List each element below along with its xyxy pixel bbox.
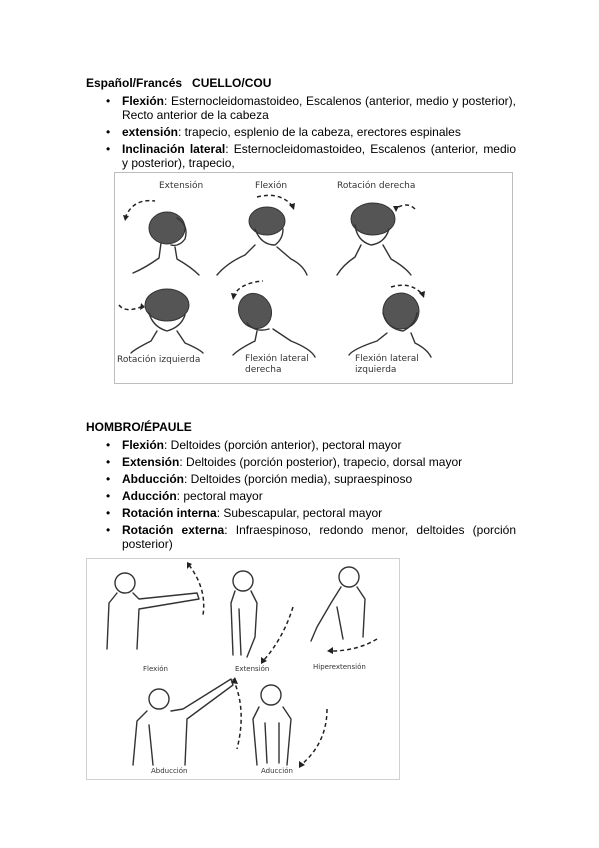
muscle-text: : Esternocleidomastoideo, Escalenos (anterior, medio y posterior), Recto anterior de la cabeza	[122, 94, 516, 122]
neck-illustration	[115, 173, 512, 383]
list-item	[86, 506, 516, 520]
label-lateral-right-2: derecha	[245, 365, 282, 375]
shoulder-abduction-figure	[133, 677, 241, 765]
neck-movements-figure	[114, 172, 513, 384]
list-item	[86, 438, 516, 452]
movement-term: Aducción	[122, 489, 177, 503]
curved-arrow-icon	[119, 305, 141, 310]
shoulder-hyperextension-figure	[311, 567, 377, 654]
shoulder-movements-figure	[86, 558, 400, 780]
label-flexion: Flexión	[255, 181, 288, 191]
label-shoulder-abduction: Abducción	[151, 767, 188, 775]
curved-arrow-icon	[263, 607, 293, 661]
curved-arrow-icon	[257, 195, 293, 207]
label-lateral-left-1: Flexión lateral	[355, 354, 419, 364]
list-item	[86, 125, 516, 139]
shoulder-heading: HOMBRO/ÉPAULE	[86, 420, 192, 434]
neck-heading: Español/Francés CUELLO/COU	[86, 76, 272, 90]
shoulder-extension-figure	[231, 571, 293, 664]
curved-arrow-icon	[125, 201, 155, 218]
label-shoulder-flexion: Flexión	[143, 665, 168, 673]
list-item	[86, 142, 516, 170]
neck-extension-figure	[123, 201, 199, 275]
label-rotation-left: Rotación izquierda	[117, 355, 201, 365]
curved-arrow-icon	[301, 709, 327, 765]
shoulder-adduction-figure	[253, 685, 327, 768]
neck-rotation-left-figure	[119, 289, 203, 353]
movement-term: Rotación interna	[122, 506, 217, 520]
neck-lateral-flexion-right-figure	[231, 281, 315, 357]
movement-term: Extensión	[122, 455, 180, 469]
shoulder-muscle-list	[86, 438, 516, 554]
movement-term: Inclinación lateral	[122, 142, 226, 156]
list-item	[86, 489, 516, 503]
muscle-text: : Deltoides (porción anterior), pectoral mayor	[164, 438, 402, 452]
neck-flexion-figure	[217, 195, 307, 275]
curved-arrow-icon	[331, 639, 377, 651]
label-shoulder-extension: Extensión	[235, 665, 270, 673]
list-item	[86, 523, 516, 551]
muscle-text: : Subescapular, pectoral mayor	[216, 506, 383, 520]
label-shoulder-adduction: Aducción	[261, 767, 293, 775]
muscle-text: : Deltoides (porción posterior), trapecio, dorsal mayor	[179, 455, 463, 469]
muscle-text: : pectoral mayor	[176, 489, 263, 503]
movement-term: Flexión	[122, 438, 165, 452]
neck-lateral-flexion-left-figure	[349, 285, 431, 357]
movement-term: Rotación externa	[122, 523, 225, 537]
curved-arrow-icon	[189, 565, 204, 615]
label-extension: Extensión	[159, 181, 204, 191]
neck-muscle-list	[86, 94, 516, 173]
label-lateral-left-2: izquierda	[355, 365, 397, 375]
muscle-text: : Deltoides (porción media), supraespinoso	[184, 472, 413, 486]
list-item	[86, 94, 516, 122]
list-item	[86, 455, 516, 469]
movement-term: extensión	[122, 125, 179, 139]
movement-term: Flexión	[122, 94, 165, 108]
label-lateral-right-1: Flexión lateral	[245, 354, 309, 364]
label-rotation-right: Rotación derecha	[337, 181, 416, 191]
label-shoulder-hyperextension: Hiperextensión	[313, 663, 366, 671]
movement-term: Abducción	[122, 472, 184, 486]
list-item	[86, 472, 516, 486]
shoulder-illustration	[87, 559, 399, 779]
neck-rotation-right-figure	[337, 203, 415, 275]
curved-arrow-icon	[233, 679, 241, 749]
muscle-text: : trapecio, esplenio de la cabeza, erectores espinales	[178, 125, 461, 139]
shoulder-flexion-figure	[107, 562, 204, 649]
muscle-text: : Infraespinoso, redondo menor, deltoides (porción posterior)	[122, 523, 517, 551]
muscle-text: : Esternocleidomastoideo, Escalenos (anterior, medio y posterior), trapecio,	[122, 142, 516, 170]
